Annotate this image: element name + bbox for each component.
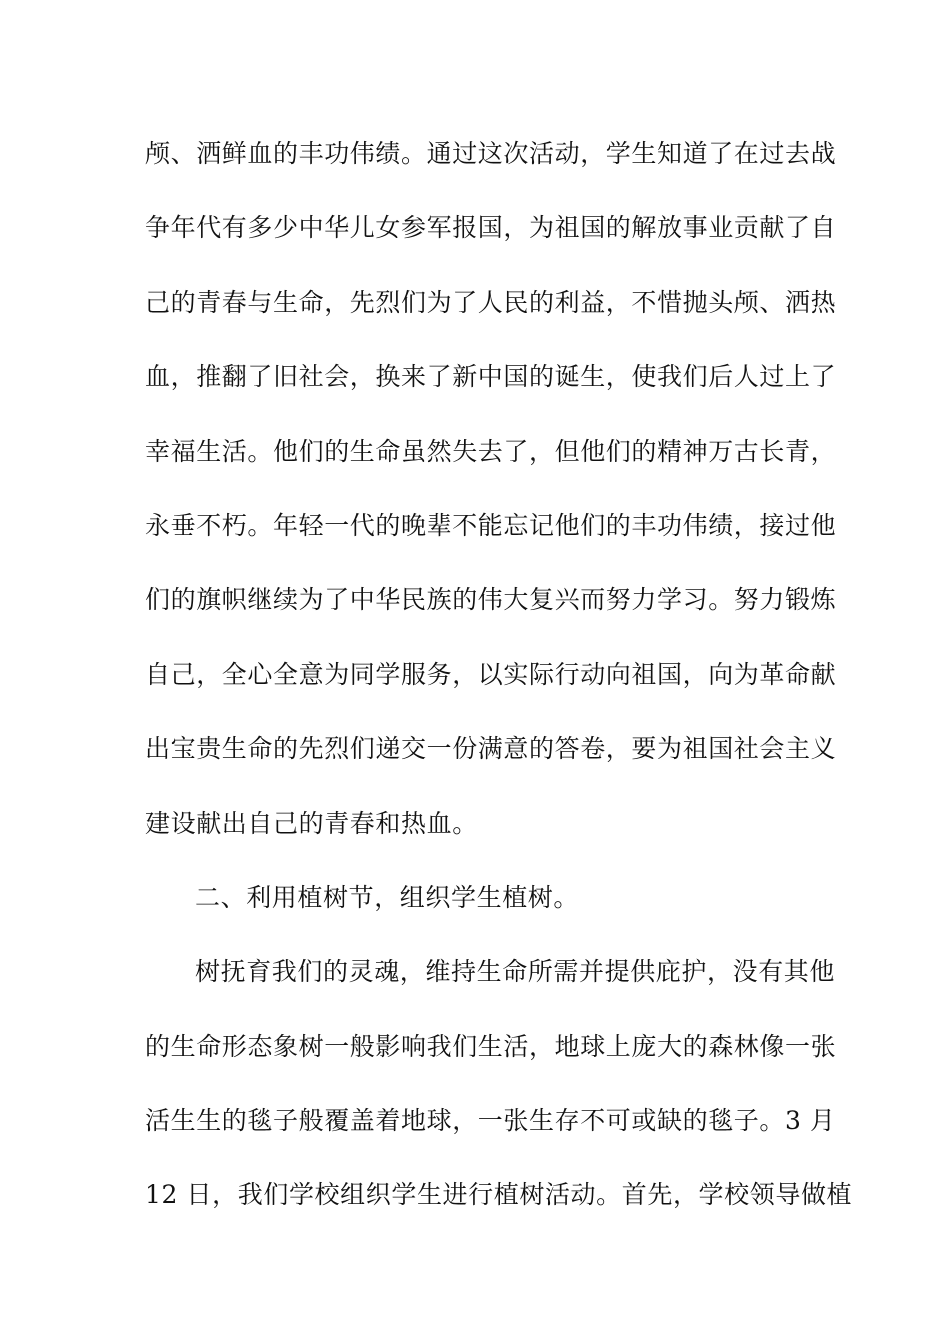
text-line: 永垂不朽。年轻一代的晚辈不能忘记他们的丰功伟绩，接过他: [145, 510, 837, 540]
text-line: 的生命形态象树一般影响我们生活，地球上庞大的森林像一张: [145, 1031, 837, 1061]
text-line: 们的旗帜继续为了中华民族的伟大复兴而努力学习。努力锻炼: [145, 585, 837, 615]
text-line: 血，推翻了旧社会，换来了新中国的诞生，使我们后人过上了: [145, 362, 837, 392]
text-line: 树抚育我们的灵魂，维持生命所需并提供庇护，没有其他: [195, 957, 836, 987]
text-line: 颅、洒鲜血的丰功伟绩。通过这次活动，学生知道了在过去战: [145, 139, 837, 168]
body-text: [145, 132, 853, 1248]
text-line: 建设献出自己的青春和热血。: [145, 808, 478, 838]
text-line: 出宝贵生命的先烈们递交一份满意的答卷，要为祖国社会主义: [145, 734, 837, 764]
section-heading: 二、利用植树节，组织学生植树。: [195, 882, 580, 912]
text-line: 己的青春与生命，先烈们为了人民的利益，不惜抛头颅、洒热: [145, 287, 837, 317]
text-line: 活生生的毯子般覆盖着地球，一张生存不可或缺的毯子。3 月: [145, 1106, 836, 1136]
text-line: 12 日，我们学校组织学生进行植树活动。首先，学校领导做植: [145, 1180, 853, 1210]
text-line: 自己，全心全意为同学服务，以实际行动向祖国，向为革命献: [145, 659, 837, 689]
text-line: 争年代有多少中华儿女参军报国，为祖国的解放事业贡献了自: [145, 213, 837, 243]
text-line: 幸福生活。他们的生命虽然失去了，但他们的精神万古长青，: [145, 436, 837, 466]
